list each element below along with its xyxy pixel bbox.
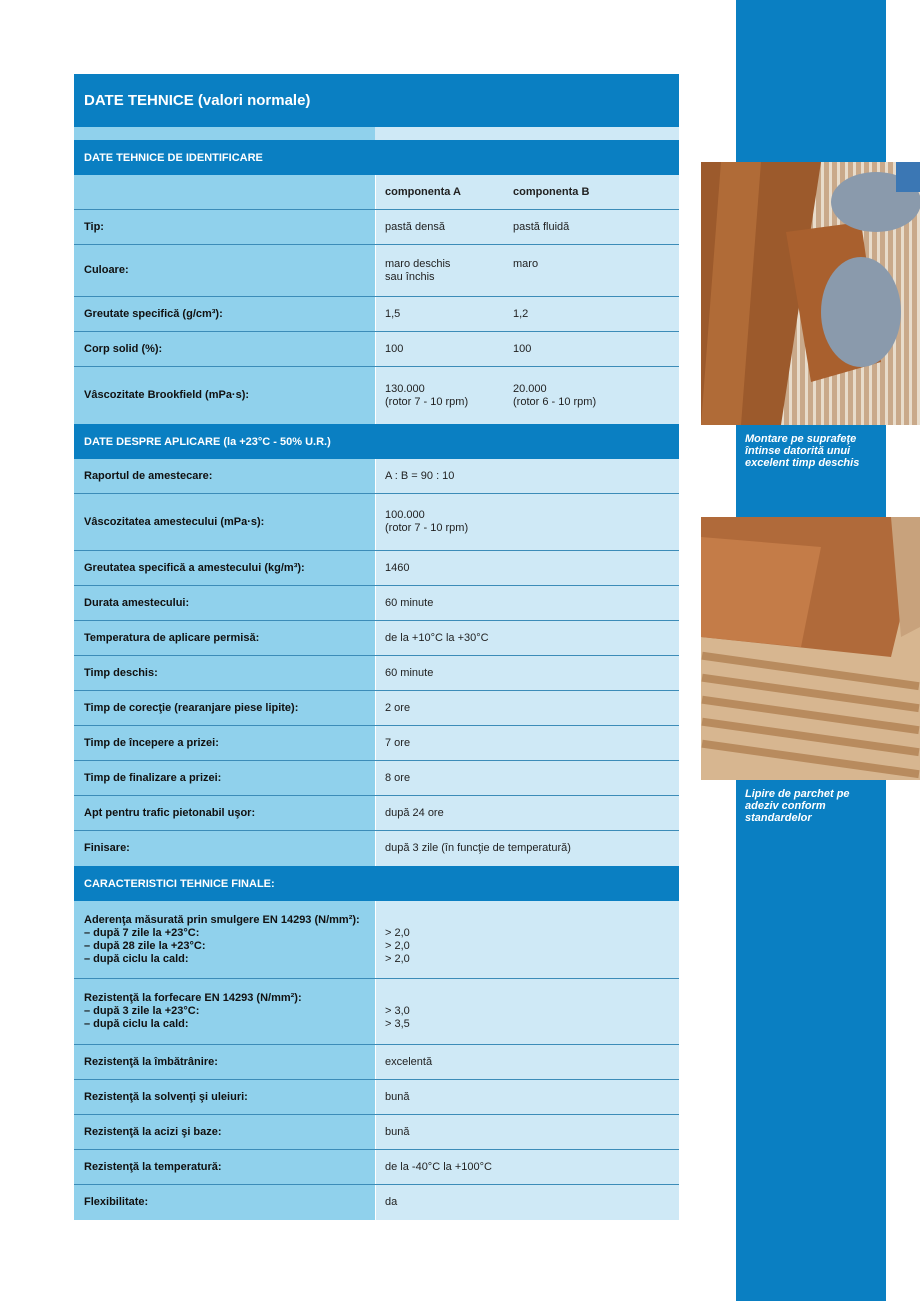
- row-value: da: [385, 1196, 398, 1208]
- row-label: Vâscozitate Brookfield (mPa·s):: [74, 367, 375, 424]
- table-row: [74, 831, 679, 866]
- row-label: Timp de începere a prizei:: [74, 726, 375, 760]
- row-value: bună: [385, 1090, 410, 1103]
- row-value-a: 130.000 (rotor 7 - 10 rpm): [385, 382, 469, 408]
- row-label: Finisare:: [74, 831, 375, 866]
- column-b-header: componenta B: [513, 185, 590, 198]
- row-value-b: maro: [513, 258, 539, 270]
- table-row: [74, 901, 679, 979]
- row-value-a: 1,5: [385, 307, 401, 320]
- row-value-a: maro deschis sau închis: [385, 258, 451, 283]
- table-row: [74, 1115, 679, 1150]
- row-value-b: 100: [513, 342, 532, 355]
- table-row: [74, 1150, 679, 1185]
- table-row: [74, 332, 679, 367]
- table-row: [74, 210, 679, 245]
- row-label: Rezistenţă la îmbătrânire:: [74, 1045, 375, 1079]
- row-value: 7 ore: [385, 736, 411, 749]
- row-label: Aderenţa măsurată prin smulgere EN 14293 (N/mm²): – după 7 zile la +23°C: – după 28 zile la +23°C: – după ciclu la cald:: [74, 901, 375, 978]
- photo1-caption: Montare pe suprafeţe întinse datorită unui excelent timp deschis: [745, 433, 860, 469]
- table-row: [74, 621, 679, 656]
- table-row: [74, 297, 679, 332]
- row-value: excelentă: [385, 1055, 433, 1068]
- row-value: > 2,0 > 2,0 > 2,0: [385, 926, 410, 965]
- row-label: Rezistenţă la solvenţi şi uleiuri:: [74, 1080, 375, 1114]
- row-value-b: 20.000 (rotor 6 - 10 rpm): [513, 382, 597, 408]
- table-row: [74, 1185, 679, 1220]
- row-value: 2 ore: [385, 701, 411, 714]
- row-value: A : B = 90 : 10: [385, 469, 455, 482]
- table-row: [74, 459, 679, 494]
- row-value-b: 1,2: [513, 307, 529, 320]
- row-label: Flexibilitate:: [74, 1185, 375, 1220]
- row-value: 100.000 (rotor 7 - 10 rpm): [385, 509, 469, 534]
- photo2-caption: Lipire de parchet pe adeziv conform standardelor: [745, 788, 850, 824]
- section-final-heading: CARACTERISTICI TEHNICE FINALE:: [74, 866, 679, 901]
- row-label: Corp solid (%):: [74, 332, 375, 366]
- row-label: Rezistenţă la forfecare EN 14293 (N/mm²): – după 3 zile la +23°C: – după ciclu la cald:: [74, 979, 375, 1044]
- table-row: [74, 691, 679, 726]
- parquet-laying-photo: [701, 162, 920, 425]
- row-value: după 24 ore: [385, 806, 444, 819]
- table-row: [74, 1080, 679, 1115]
- table-row: [74, 245, 679, 297]
- section-identification-heading: DATE TEHNICE DE IDENTIFICARE: [74, 140, 679, 175]
- row-value-b: pastă fluidă: [513, 220, 570, 233]
- row-value-a: 100: [385, 342, 404, 355]
- row-label: Timp deschis:: [74, 656, 375, 690]
- table-row: [74, 796, 679, 831]
- row-label: Rezistenţă la temperatură:: [74, 1150, 375, 1184]
- table-row: [74, 1045, 679, 1080]
- table-row: [74, 656, 679, 691]
- row-label: Timp de finalizare a prizei:: [74, 761, 375, 795]
- row-value: > 3,0 > 3,5: [385, 1005, 410, 1030]
- table-row: [74, 726, 679, 761]
- row-value: 8 ore: [385, 771, 411, 784]
- row-label: Rezistenţă la acizi şi baze:: [74, 1115, 375, 1149]
- row-label: Tip:: [74, 210, 375, 244]
- table-row: [74, 494, 679, 551]
- table-row: [74, 761, 679, 796]
- row-label: Vâscozitatea amestecului (mPa·s):: [74, 494, 375, 550]
- row-value: bună: [385, 1125, 410, 1138]
- row-value: după 3 zile (în funcţie de temperatură): [385, 842, 571, 854]
- row-value-a: pastă densă: [385, 220, 445, 233]
- row-label: Temperatura de aplicare permisă:: [74, 621, 375, 655]
- row-label: Raportul de amestecare:: [74, 459, 375, 493]
- row-value: de la -40°C la +100°C: [385, 1160, 492, 1173]
- table-row: [74, 551, 679, 586]
- row-label: Timp de corecţie (rearanjare piese lipite):: [74, 691, 375, 725]
- row-value: 60 minute: [385, 666, 434, 679]
- row-value: 1460: [385, 561, 410, 574]
- column-a-header: componenta A: [385, 185, 461, 198]
- identification-header-row: [74, 175, 679, 210]
- row-label: Durata amestecului:: [74, 586, 375, 620]
- row-label: Culoare:: [74, 245, 375, 296]
- table-title: DATE TEHNICE (valori normale): [74, 74, 679, 127]
- table-row: [74, 979, 679, 1045]
- parquet-adhesive-photo: [701, 517, 920, 780]
- table-row: [74, 586, 679, 621]
- section-application-heading: DATE DESPRE APLICARE (la +23°C - 50% U.R.): [74, 424, 679, 459]
- row-label: Greutatea specifică a amestecului (kg/m³):: [74, 551, 375, 585]
- row-label: Greutate specifică (g/cm³):: [74, 297, 375, 331]
- row-label: Apt pentru trafic pietonabil uşor:: [74, 796, 375, 830]
- title-spacer: [74, 127, 679, 140]
- technical-data-table: [74, 74, 679, 1220]
- row-value: de la +10°C la +30°C: [385, 631, 489, 644]
- row-value: 60 minute: [385, 596, 434, 609]
- table-row: [74, 367, 679, 424]
